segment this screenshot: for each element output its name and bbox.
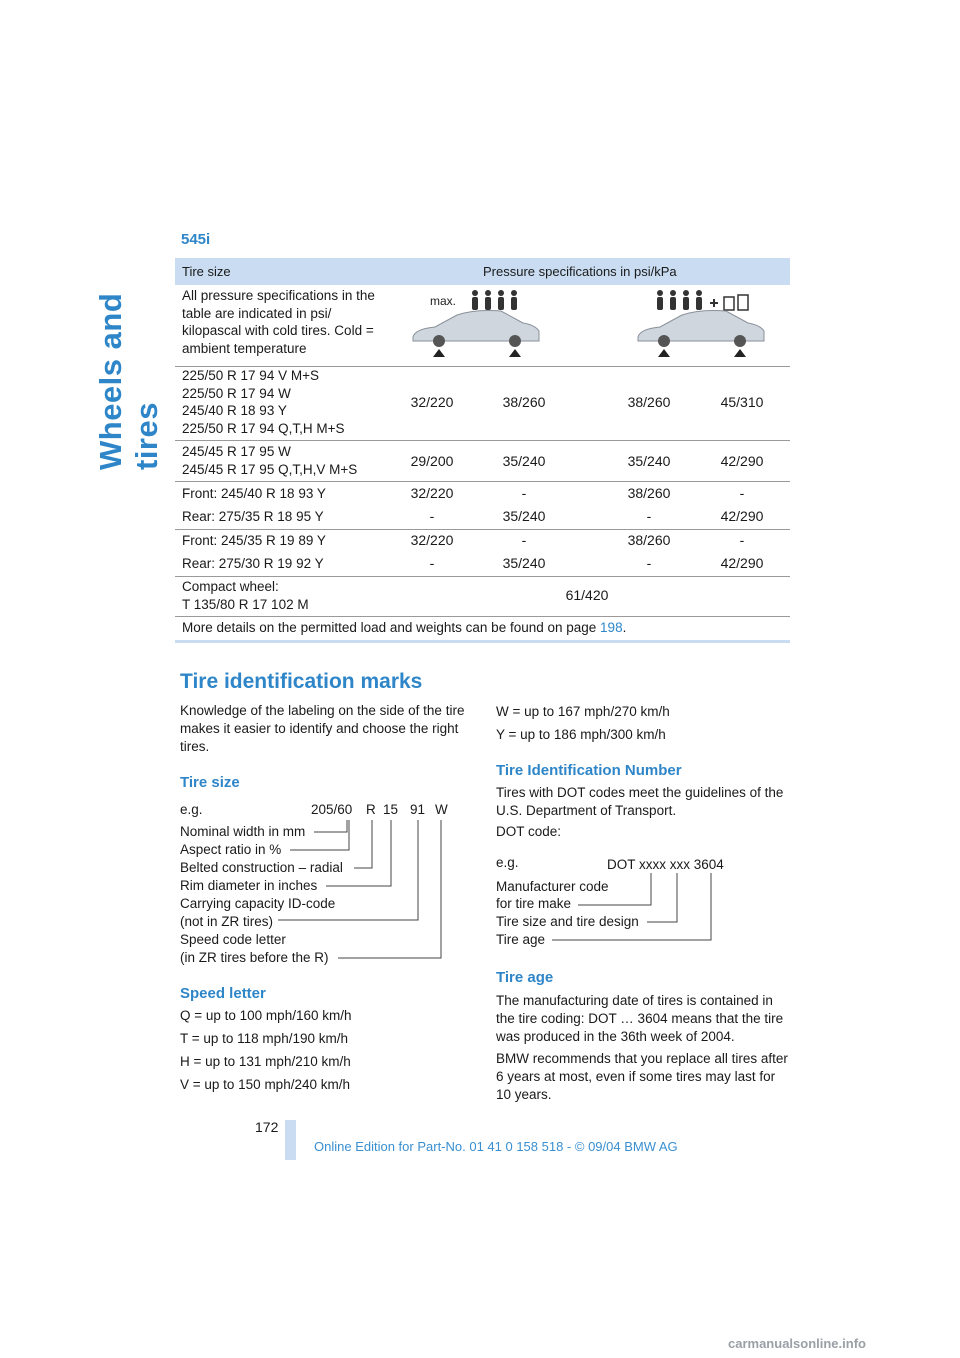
label-speed: Speed code letter [180,932,286,947]
label-load: Carrying capacity ID-code [180,896,336,911]
code-construction: R [366,802,376,817]
table-intro: All pressure specifications in the table are indicated in psi/ kilopascal with cold tires. Cold = ambient temperature [182,288,375,356]
label-aspect: Aspect ratio in % [180,842,282,857]
tin-text: Tires with DOT codes meet the guidelines of the U.S. Department of Transport. [496,785,784,818]
watermark: carmanualsonline.info [728,1336,866,1351]
edition-footer: Online Edition for Part-No. 01 41 0 158 518 - © 09/04 BMW AG [314,1139,678,1154]
chapter-side-title: Wheels and tires [93,292,164,470]
dot-label-design: Tire size and tire design [496,914,639,929]
speed-item: V = up to 150 mph/240 km/h [180,1077,350,1092]
pressure-value: - [739,485,745,501]
tire-size-eg: e.g. [180,802,203,817]
pressure-value: 35/240 [502,555,546,571]
label-width: Nominal width in mm [180,824,306,839]
tire-size-line: 245/45 R 17 95 Q,T,H,V M+S [182,461,358,477]
dot-label-age: Tire age [496,932,546,947]
tire-age-heading: Tire age [496,969,554,986]
pressure-value: 42/290 [720,555,764,571]
table-row: Rear: 275/35 R 18 95 Y [182,509,324,524]
max-label: max. [430,294,457,308]
pressure-value: 35/240 [627,453,671,469]
dot-label: DOT code: [496,824,562,839]
dot-label-manufacturer: Manufacturer code [496,879,609,894]
pressure-value: 42/290 [720,453,764,469]
tire-size-line: T 135/80 R 17 102 M [182,596,309,612]
tin-heading: Tire Identification Number [496,762,682,779]
speed-item: Y = up to 186 mph/300 km/h [496,727,666,742]
pressure-value: - [521,532,527,548]
tire-size-line: 225/50 R 17 94 Q,T,H M+S [182,420,345,436]
code-rim: 15 [383,802,399,817]
article-intro: Knowledge of the labeling on the side of the tire makes it easier to identify and choose the right tires. [180,703,465,754]
pressure-value: - [429,508,435,524]
tire-size-line: 245/40 R 18 93 Y [182,403,287,418]
tire-age-text2: BMW recommends that you replace all tires after 6 years at most, even if some tires may last for 10 years. [496,1051,788,1102]
pressure-value: 38/260 [627,485,671,501]
tire-size-line: Compact wheel: [182,579,279,594]
speed-item: H = up to 131 mph/210 km/h [180,1054,351,1069]
speed-item: T = up to 118 mph/190 km/h [180,1031,348,1046]
footer-bar [285,1120,296,1160]
tire-size-line: 225/50 R 17 94 V M+S [182,368,319,383]
page-number: 172 [255,1119,279,1135]
pressure-value: 45/310 [720,394,764,410]
pressure-value: 32/220 [410,532,454,548]
speed-letter-heading: Speed letter [180,985,266,1002]
pressure-value: - [521,485,527,501]
tire-size-line: 225/50 R 17 94 W [182,385,291,401]
dot-code: DOT xxxx xxx 3604 [607,857,724,872]
table-row: Front: 245/35 R 19 89 Y [182,533,326,548]
speed-item: Q = up to 100 mph/160 km/h [180,1008,352,1023]
label-speed-note: (in ZR tires before the R) [180,950,329,965]
model-heading: 545i [181,231,211,248]
table-row: Front: 245/40 R 18 93 Y [182,486,326,501]
label-construction: Belted construction – radial [180,860,343,875]
code-speed: W [435,802,448,817]
pressure-value-merged: 61/420 [565,587,609,603]
code-width: 205/60 [311,802,353,817]
header-pressure: Pressure specifications in psi/kPa [483,264,677,279]
tire-size-line: 245/45 R 17 95 W [182,444,291,459]
pressure-value: - [646,555,652,571]
tire-age-text1: The manufacturing date of tires is contained in the tire coding: DOT … 3604 means that the tire was produced in the 36th week of 2004. [496,993,784,1044]
pressure-value: - [429,555,435,571]
pressure-value: 29/200 [410,453,454,469]
article-title: Tire identification marks [180,670,423,693]
pressure-value: - [646,508,652,524]
label-rim: Rim diameter in inches [180,878,318,893]
speed-item: W = up to 167 mph/270 km/h [496,704,670,719]
table-note: More details on the permitted load and weights can be found on page 198. [182,620,627,635]
pressure-value: 38/260 [627,532,671,548]
label-load-note: (not in ZR tires) [180,914,274,929]
pressure-value: 32/220 [410,394,454,410]
header-tire-size: Tire size [182,264,231,279]
pressure-value: 32/220 [410,485,454,501]
page-link[interactable]: 198 [600,620,623,635]
pressure-value: 42/290 [720,508,764,524]
tire-size-heading: Tire size [180,774,240,791]
pressure-value: 38/260 [502,394,546,410]
pressure-value: - [739,532,745,548]
code-load: 91 [410,802,426,817]
table-row: Rear: 275/30 R 19 92 Y [182,556,324,571]
pressure-value: 38/260 [627,394,671,410]
dot-label-make: for tire make [496,896,572,911]
dot-eg: e.g. [496,855,519,870]
pressure-value: 35/240 [502,508,546,524]
pressure-value: 35/240 [502,453,546,469]
